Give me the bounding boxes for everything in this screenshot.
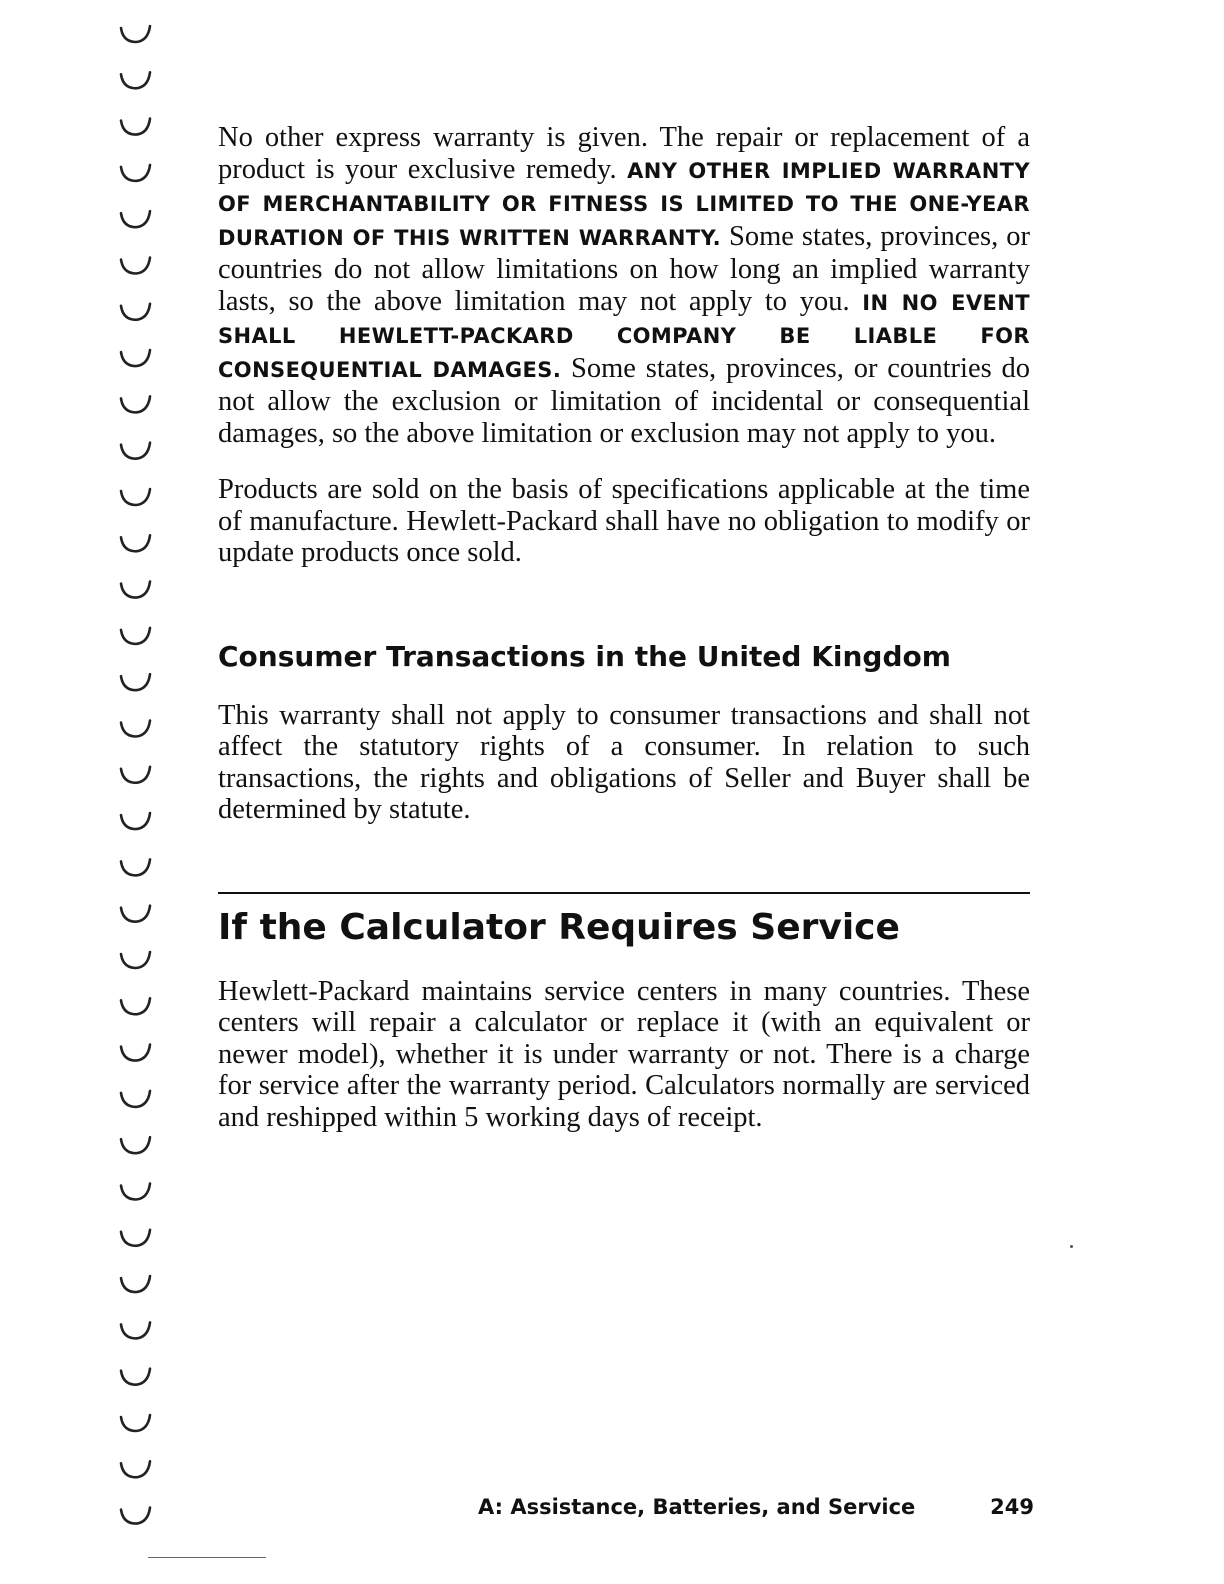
binding-hook [121,211,150,227]
binding-hook [121,721,150,737]
binding-hook [121,1045,150,1061]
footer-chapter-title: A: Assistance, Batteries, and Service [478,1495,916,1519]
binding-hook [121,1322,150,1338]
specifications-paragraph: Products are sold on the basis of specifications applicable at the time of manufacture. Hewlett-Packard shall have no obligation to modify or update products once sold. [218,474,1030,568]
binding-hook [121,1461,150,1477]
binding-hook [121,489,150,505]
binding-hook [121,952,150,968]
implied-warranty-clause: ANY OTHER IMPLIED WARRANTY OF MERCHANTABILITY OR FITNESS IS LIMITED TO THE ONE-YEAR DURATION OF THIS WRITTEN WARRANTY. [218,158,1030,250]
stray-dot [1070,1245,1073,1248]
binding-hook [121,674,150,690]
service-section-heading: If the Calculator Requires Service [218,906,900,948]
binding-hook [121,72,150,88]
service-section-paragraph: Hewlett-Packard maintains service centers in many countries. These centers will repair a calculator or replace it (with an equivalent or newer model), whether it is under warranty or not. There is a charge for service after the warranty period. Calculators normally are serviced and reshipped within 5 working days of receipt. [218,975,1030,1133]
warranty-paragraph [218,122,1030,449]
page-content [218,122,1030,1133]
binding-hook [121,119,150,135]
binding-hook [121,906,150,922]
binding-hook [121,258,150,274]
binding-hook [121,582,150,598]
warranty-middle-text: Some states, provinces, or countries do not allow limitations on how long an implied warranty lasts, so the above limitation may not apply to you. [218,220,1030,317]
binding-hook [121,1276,150,1292]
spiral-binding [118,0,158,1584]
binding-hook [121,859,150,875]
uk-section-heading: Consumer Transactions in the United Kingdom [218,639,951,673]
binding-hook [121,26,150,42]
binding-hook [121,396,150,412]
binding-hook [121,767,150,783]
binding-hook [121,1091,150,1107]
binding-hook [121,304,150,320]
page-number: 249 [990,1495,1034,1519]
binding-hook [121,350,150,366]
binding-hook [121,165,150,181]
warranty-intro-text: No other express warranty is given. The repair or replacement of a product is your exclusive remedy. [218,122,1030,185]
binding-hook [121,1137,150,1153]
binding-hook [121,443,150,459]
binding-hook [121,1184,150,1200]
binding-hook [121,998,150,1014]
section-divider [218,892,1030,894]
bottom-edge-line [148,1557,266,1558]
uk-section-paragraph: This warranty shall not apply to consumer transactions and shall not affect the statutory rights of a consumer. In relation to such transactions, the rights and obligations of Seller and Buyer shall be determined by statute. [218,699,1030,825]
binding-hook [121,1415,150,1431]
binding-hook [121,1508,150,1524]
binding-hook [121,535,150,551]
binding-hook [121,813,150,829]
binding-hook [121,628,150,644]
binding-marks [118,0,158,1584]
binding-hook [121,1230,150,1246]
warranty-ending-text: Some states, provinces, or countries do not allow the exclusion or limitation of incidental or consequential damages, so the above limitation or exclusion may not apply to you. [218,352,1030,449]
liability-clause: IN NO EVENT SHALL HEWLETT-PACKARD COMPANY BE LIABLE FOR CONSEQUENTIAL DAMAGES. [218,290,1030,382]
binding-hook [121,1369,150,1385]
